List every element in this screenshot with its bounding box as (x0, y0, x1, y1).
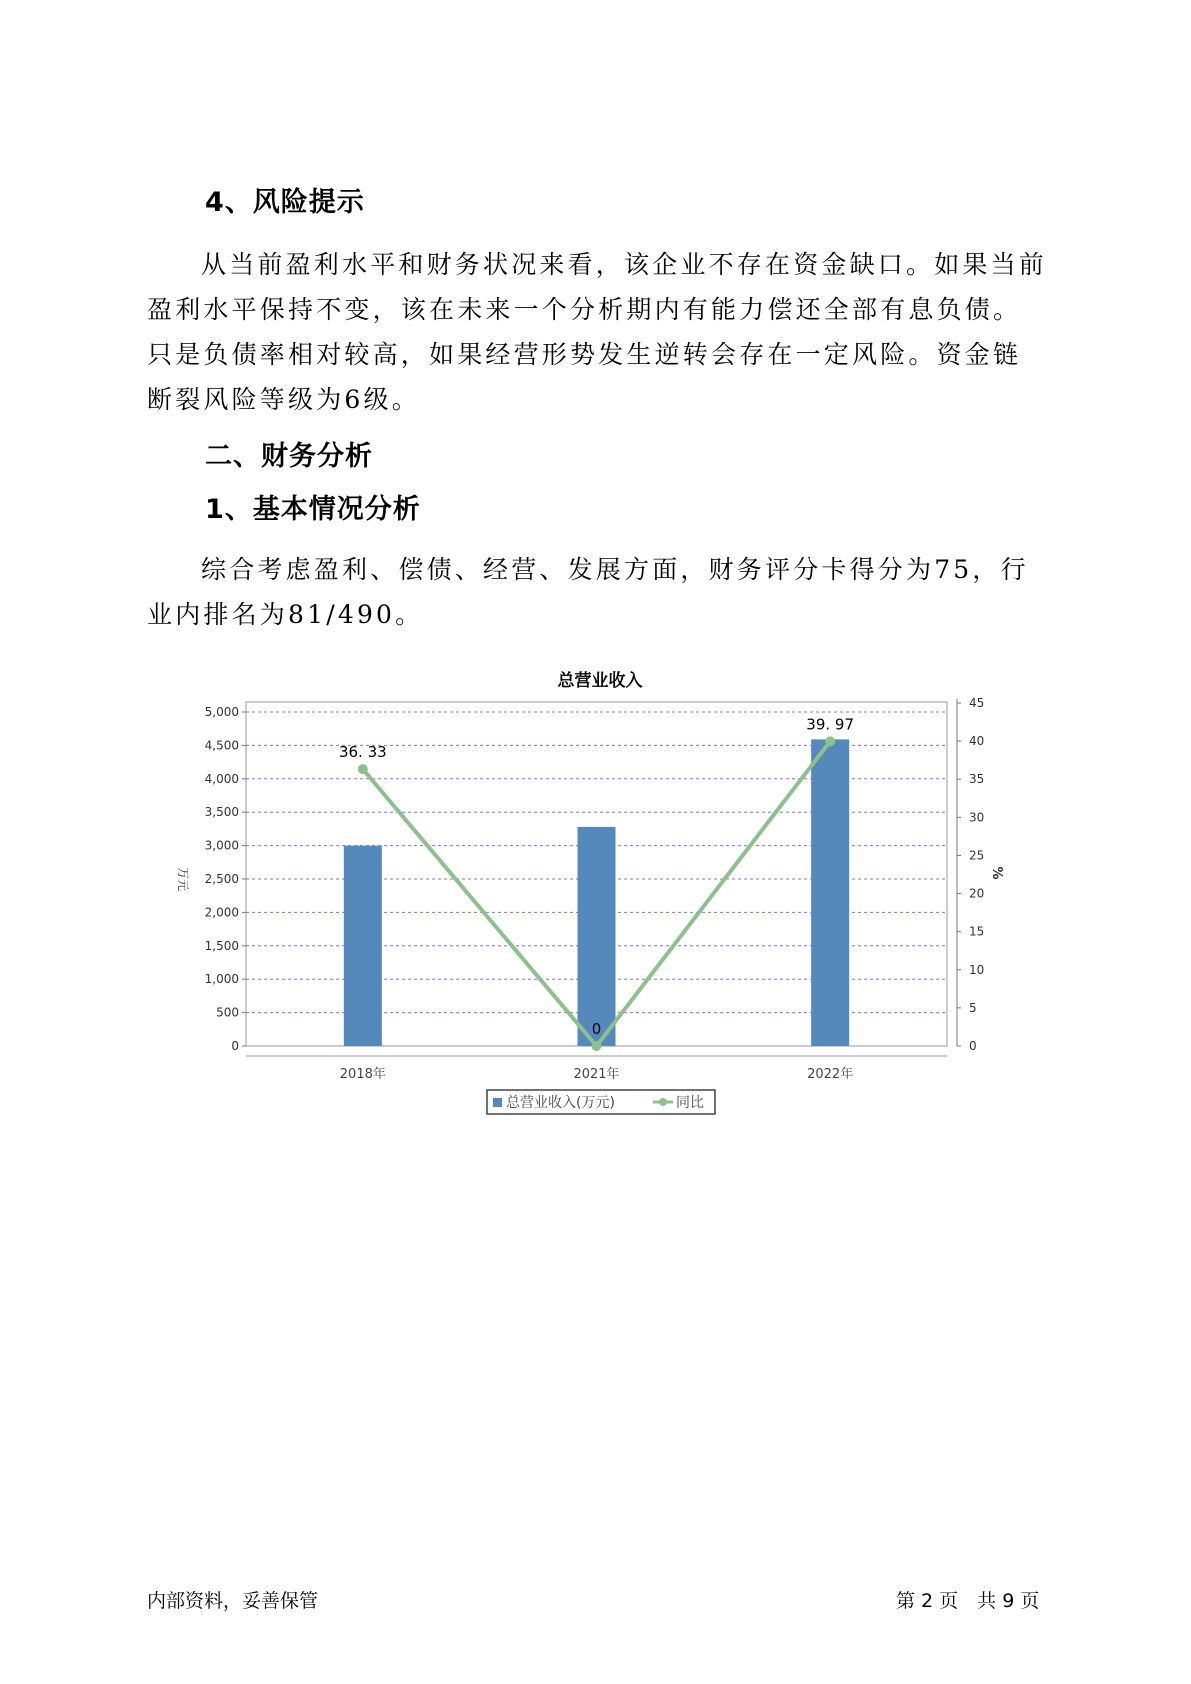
y-tick-label: 0 (231, 1039, 239, 1053)
legend-label-yoy: 同比 (676, 1095, 704, 1111)
y2-tick-label: 20 (969, 886, 985, 901)
y-tick-label: 2,500 (204, 872, 239, 886)
data-label-yoy: 0 (591, 1020, 602, 1038)
y2-axis-title: % (989, 866, 1004, 880)
revenue-chart (165, 660, 1045, 1130)
risk-text: 从当前盈利水平和财务状况来看，该企业不存在资金缺口。如果当前盈利水平保持不变，该在未来一个分析期内有能力偿还全部有息负债。只是负债率相对较高，如果经营形势发生逆转会存在一定风险。资金链断裂风险等级为6级。 (147, 250, 1048, 414)
footer-confidential: 内部资料，妥善保管 (147, 1590, 319, 1612)
chart-title: 总营业收入 (557, 671, 643, 691)
y-tick-label: 4,000 (204, 771, 239, 786)
y2-tick-label: 30 (969, 810, 985, 825)
y-tick-label: 2,000 (204, 905, 239, 920)
finance-heading: 二、财务分析 (205, 441, 373, 472)
y-tick-label: 1,000 (204, 972, 239, 987)
x-tick-label: 2021年 (573, 1067, 620, 1082)
y-tick-label: 1,500 (204, 938, 239, 953)
legend-swatch-revenue (493, 1098, 502, 1107)
y2-tick-label: 35 (969, 772, 985, 787)
basic-heading: 1、基本情况分析 (205, 494, 421, 525)
footer-page-number: 第 2 页 共 9 页 (896, 1590, 1040, 1612)
y-axis-title: 万元 (176, 866, 190, 892)
y-tick-label: 500 (216, 1005, 239, 1020)
bar-revenue (344, 846, 382, 1046)
legend-label-revenue: 总营业收入(万元) (506, 1095, 615, 1111)
bar-revenue (578, 827, 616, 1046)
data-label-yoy: 36. 33 (338, 743, 387, 762)
risk-paragraph (147, 242, 1047, 422)
y-tick-label: 3,500 (204, 805, 239, 820)
y2-tick-label: 40 (969, 734, 985, 749)
legend-swatch-yoy-point (659, 1098, 667, 1106)
bar-revenue (811, 739, 849, 1046)
y-tick-label: 3,000 (204, 838, 239, 853)
basic-paragraph (147, 547, 1047, 637)
y2-tick-label: 0 (969, 1039, 977, 1053)
y2-tick-label: 15 (969, 924, 985, 939)
point-yoy (358, 764, 368, 774)
basic-text: 综合考虑盈利、偿债、经营、发展方面，财务评分卡得分为75，行业内排名为81/490。 (147, 555, 1029, 629)
point-yoy (592, 1041, 602, 1051)
y2-tick-label: 45 (969, 696, 985, 710)
y-tick-label: 5,000 (204, 705, 239, 719)
y2-tick-label: 10 (969, 962, 985, 977)
x-tick-label: 2022年 (807, 1067, 854, 1082)
y2-tick-label: 25 (969, 848, 985, 863)
risk-heading: 4、风险提示 (205, 187, 365, 218)
y2-tick-label: 5 (969, 1000, 977, 1015)
point-yoy (825, 736, 835, 746)
data-label-yoy: 39. 97 (806, 715, 855, 734)
y-tick-label: 4,500 (204, 738, 239, 753)
x-tick-label: 2018年 (339, 1067, 386, 1082)
